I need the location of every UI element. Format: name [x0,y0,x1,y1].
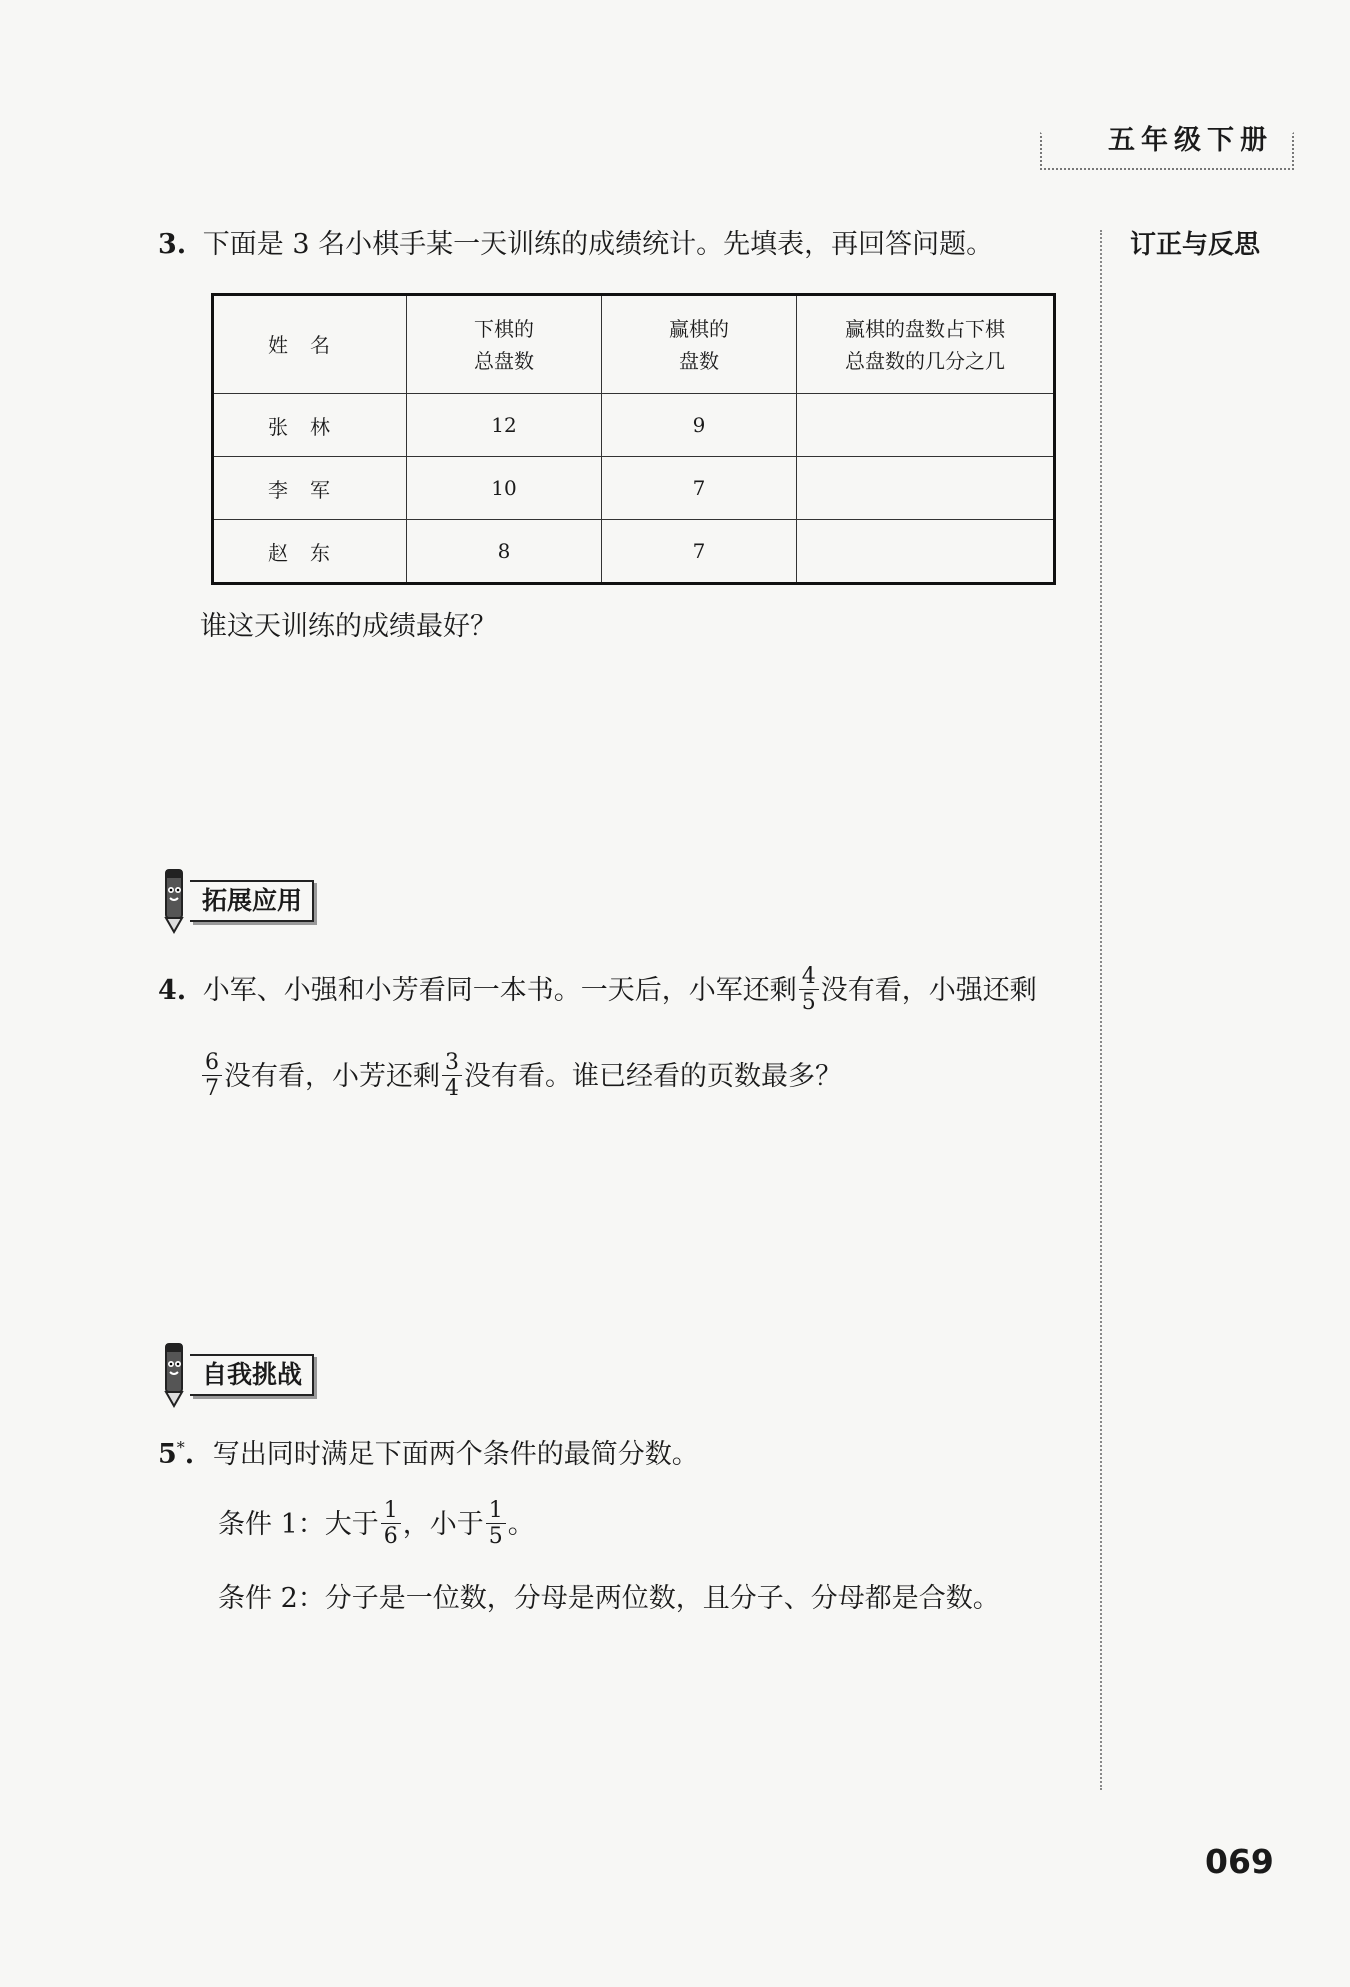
header-name: 姓名 [213,295,407,394]
table-row [213,457,1055,520]
question-3 [158,222,993,261]
fraction: $\frac{1}{6}$ [381,1498,401,1549]
question-text: 下面是 3 名小棋手某一天训练的成绩统计。先填表，再回答问题。 [202,229,994,260]
cell-name: 赵东 [213,520,407,584]
side-divider [1100,230,1102,1790]
score-table [211,293,1056,585]
cell-wins: 7 [602,520,797,584]
fraction: $\frac{3}{4}$ [442,1050,462,1101]
question-number: 5 [158,1439,177,1470]
page-number: 069 [1205,1842,1274,1881]
section-label: 自我挑战 [190,1354,314,1396]
cell-wins: 7 [602,457,797,520]
section-badge-extend [160,866,314,936]
header-wins: 赢棋的 盘数 [602,295,797,394]
question-number-dot: . [184,1439,195,1470]
cell-total: 10 [407,457,602,520]
question-number: 4. [158,975,187,1006]
pencil-icon [160,1340,190,1410]
grade-label: 五年级下册 [1100,118,1281,157]
section-label: 拓展应用 [190,880,314,922]
cell-fraction-answer[interactable] [797,520,1055,584]
cell-total: 8 [407,520,602,584]
question-text: 小军、小强和小芳看同一本书。一天后，小军还剩 [202,975,797,1006]
condition-1: 条件 1：大于 $\frac{1}{6}$ ，小于 $\frac{1}{5}$ 。 [218,1498,535,1549]
header-total: 下棋的 总盘数 [407,295,602,394]
question-3-followup: 谁这天训练的成绩最好？ [200,611,497,642]
table-header-row [213,295,1055,394]
fraction: $\frac{1}{5}$ [486,1498,506,1549]
cell-total: 12 [407,394,602,457]
header-fraction: 赢棋的盘数占下棋 总盘数的几分之几 [797,295,1055,394]
cell-fraction-answer[interactable] [797,394,1055,457]
section-badge-challenge [160,1340,314,1410]
cell-wins: 9 [602,394,797,457]
question-4-line2 [200,1052,842,1103]
pencil-icon [160,866,190,936]
question-number: 3. [158,229,187,260]
fraction: $\frac{4}{5}$ [799,964,819,1015]
question-4-line1 [158,966,1037,1017]
cell-name: 张林 [213,394,407,457]
table-row [213,520,1055,584]
question-text: 没有看，小强还剩 [820,975,1037,1006]
condition-2: 条件 2：分子是一位数，分母是两位数，且分子、分母都是合数。 [218,1583,1000,1614]
table-row [213,394,1055,457]
question-5 [158,1432,699,1471]
fraction: $\frac{6}{7}$ [202,1050,222,1101]
question-text: 没有看。谁已经看的页数最多？ [464,1061,842,1092]
question-text: 没有看，小芳还剩 [224,1061,440,1092]
cell-fraction-answer[interactable] [797,457,1055,520]
star-marker: * [176,1438,185,1457]
question-text: 写出同时满足下面两个条件的最简分数。 [212,1439,699,1470]
cell-name: 李军 [213,457,407,520]
side-title: 订正与反思 [1130,230,1261,260]
